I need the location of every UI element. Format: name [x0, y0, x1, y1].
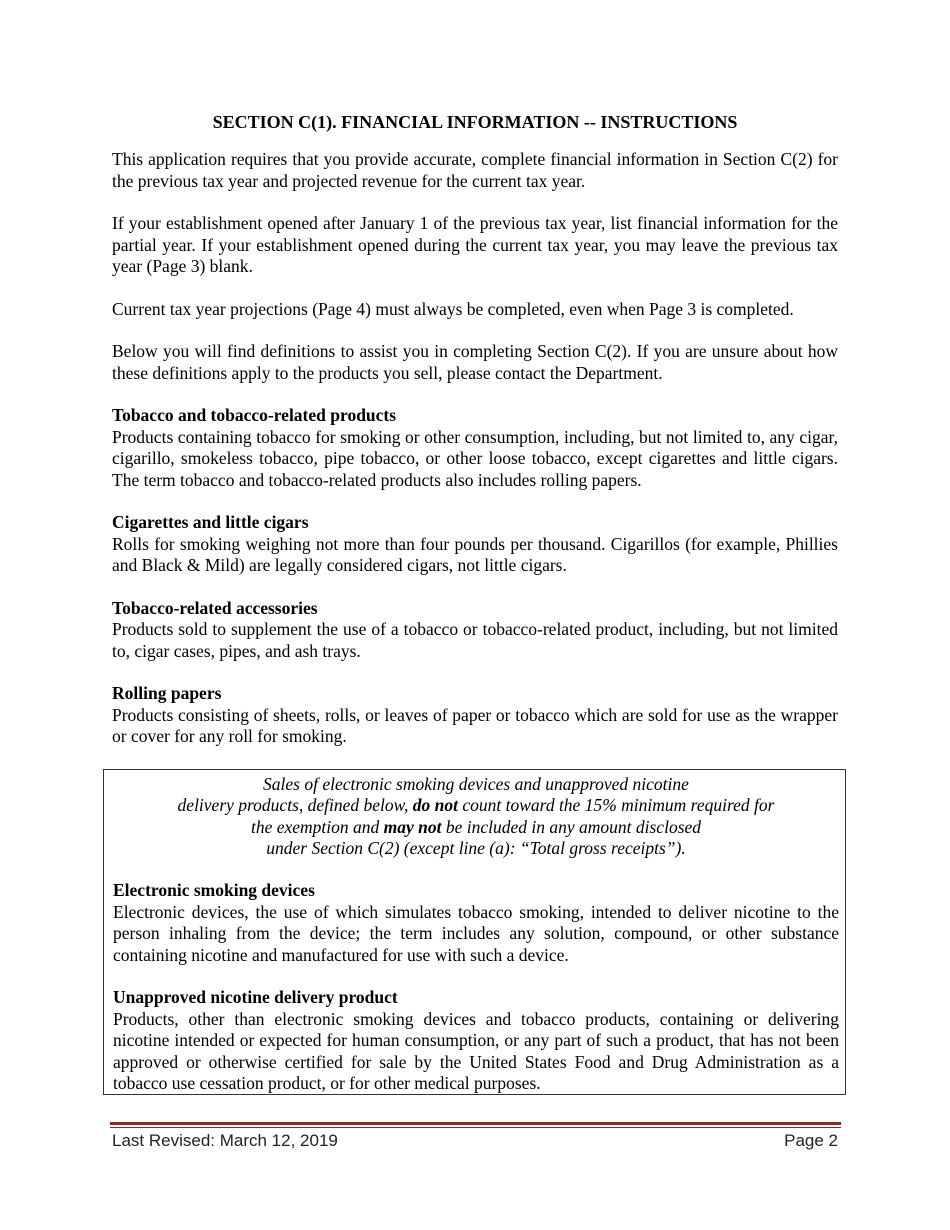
note-line-2-post: count toward the 15% minimum required for — [462, 795, 775, 816]
definition-tobacco-products — [112, 405, 838, 491]
last-revised-date: Last Revised: March 12, 2019 — [112, 1131, 338, 1150]
note-line-2-pre: delivery products, defined below, — [177, 795, 409, 816]
definition-term: Unapproved nicotine delivery product — [113, 987, 398, 1008]
page-title: SECTION C(1). FINANCIAL INFORMATION -- INSTRUCTIONS — [212, 112, 738, 132]
definition-text: Products consisting of sheets, rolls, or leaves of paper or tobacco which are sold for use as the wrapper or cover for any roll for smoking. — [112, 704, 838, 746]
definition-term: Tobacco and tobacco-related products — [112, 405, 397, 425]
intro-paragraph-2: If your establishment opened after January 1 of the previous tax year, list financial information for the partial year. If your establishment opened during the current tax year, you may leave the previous tax year (Page 3) blank. — [112, 213, 838, 276]
note-line-3-pre: the exemption and — [250, 816, 380, 837]
footer-rule-thin — [110, 1127, 841, 1128]
definition-term: Cigarettes and little cigars — [112, 512, 309, 532]
definition-text: Electronic devices, the use of which simulates tobacco smoking, intended to deliver nicotine to the person inhaling from the device; the term includes any solution, compound, or other substance containing nicotine and manufactured for use with such a device. — [113, 901, 839, 965]
note-emphasis-do-not: do not — [412, 795, 458, 816]
definition-term: Tobacco-related accessories — [112, 597, 318, 618]
page-number: Page 2 — [784, 1131, 838, 1150]
definition-rolling-papers — [112, 683, 838, 748]
exclusion-notice-box — [103, 769, 846, 1095]
definition-accessories — [112, 598, 838, 663]
definition-text: Products sold to supplement the use of a tobacco or tobacco-related product, including, but not limited to, cigar cases, pipes, and ash trays. — [112, 619, 838, 661]
definition-cigarettes — [112, 512, 838, 577]
definition-electronic-smoking-devices — [113, 880, 839, 966]
definition-text: Rolls for smoking weighing not more than four pounds per thousand. Cigarillos (for example, Phillies and Black & Mild) are legally considered cigars, not little cigars. — [112, 533, 838, 575]
intro-paragraph-1: This application requires that you provide accurate, complete financial information in Section C(2) for the previous tax year and projected revenue for the current tax year. — [112, 149, 838, 191]
definition-text: Products containing tobacco for smoking or other consumption, including, but not limited to, any cigar, cigarillo, smokeless tobacco, pipe tobacco, or other loose tobacco, except cigarettes and little cigars. The term tobacco and tobacco-related products also includes rolling papers. — [112, 426, 838, 490]
exclusion-note — [113, 774, 839, 859]
note-emphasis-may-not: may not — [383, 816, 442, 837]
note-line-3-post: be included in any amount disclosed — [445, 816, 702, 837]
definition-term: Rolling papers — [112, 683, 222, 703]
intro-paragraph-3: Current tax year projections (Page 4) must always be completed, even when Page 3 is completed. — [112, 298, 794, 319]
instructions-page — [112, 110, 838, 769]
definition-text: Products, other than electronic smoking devices and tobacco products, containing or delivering nicotine intended or expected for human consumption, or any part of such a product, that has not been approved or otherwise certified for sale by the United States Food and Drug Administration as a tobacco use cessation product, or for other medical purposes. — [113, 1008, 839, 1094]
definition-unapproved-nicotine — [113, 987, 839, 1095]
footer-rule-thick — [110, 1122, 841, 1125]
intro-paragraph-4: Below you will find definitions to assist you in completing Section C(2). If you are unsure about how these definitions apply to the products you sell, please contact the Department. — [112, 341, 838, 383]
note-line-4: under Section C(2) (except line (a): “Total gross receipts”). — [266, 837, 686, 858]
definition-term: Electronic smoking devices — [113, 880, 315, 901]
note-line-1: Sales of electronic smoking devices and unapproved nicotine — [263, 774, 689, 794]
